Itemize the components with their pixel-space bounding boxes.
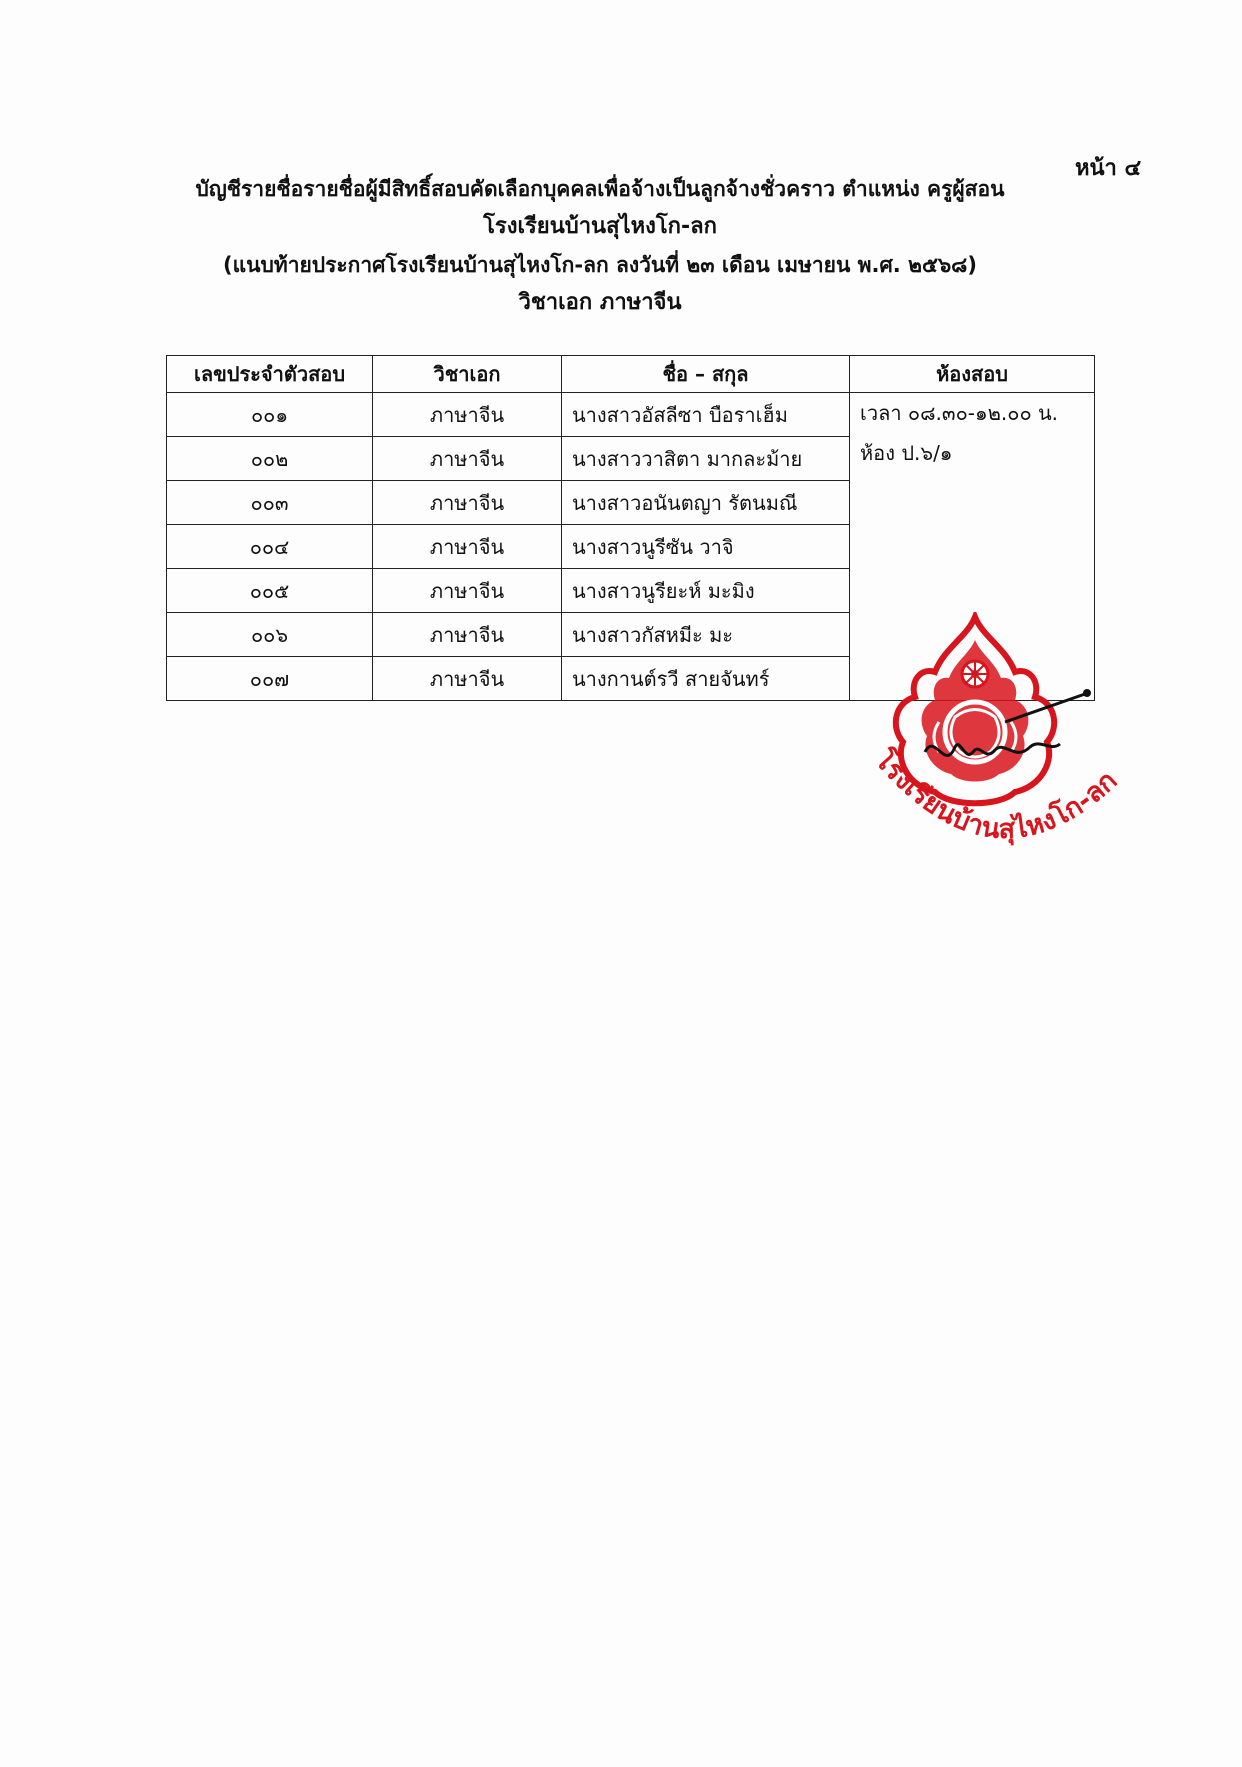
cell-major: ภาษาจีน	[373, 613, 562, 657]
cell-major: ภาษาจีน	[373, 437, 562, 481]
cell-exam-id: ๐๐๕	[167, 569, 373, 613]
header-room: ห้องสอบ	[850, 356, 1095, 393]
cell-name: นางสาวนูรีซัน วาจิ	[562, 525, 850, 569]
room-time: เวลา ๐๘.๓๐-๑๒.๐๐ น.	[860, 401, 1059, 425]
cell-major: ภาษาจีน	[373, 569, 562, 613]
header-major: วิชาเอก	[373, 356, 562, 393]
cell-major: ภาษาจีน	[373, 393, 562, 437]
cell-name: นางสาวกัสหมีะ มะ	[562, 613, 850, 657]
header-title: บัญชีรายชื่อรายชื่อผู้มีสิทธิ์สอบคัดเลือกบุคคลเพื่อจ้างเป็นลูกจ้างชั่วคราว ตำแหน่ง ครูผู้สอน	[195, 177, 1005, 201]
page-number: หน้า ๔	[1075, 156, 1142, 181]
cell-name: นางกานต์รวี สายจันทร์	[562, 657, 850, 701]
document-header	[150, 170, 1050, 322]
header-exam-id: เลขประจำตัวสอบ	[167, 356, 373, 393]
header-major: วิชาเอก ภาษาจีน	[518, 290, 682, 315]
room-location: ห้อง ป.๖/๑	[860, 441, 953, 465]
cell-name: นางสาววาสิตา มากละม้าย	[562, 437, 850, 481]
seal-text: โรงเรียนบ้านสุไหงโก-ลก	[868, 744, 1124, 846]
cell-exam-id: ๐๐๗	[167, 657, 373, 701]
cell-name: นางสาวอนันตญา รัตนมณี	[562, 481, 850, 525]
header-school: โรงเรียนบ้านสุไหงโก-ลก	[483, 214, 717, 239]
cell-exam-id: ๐๐๔	[167, 525, 373, 569]
table-header-row	[167, 356, 1095, 393]
school-seal-stamp	[855, 612, 1135, 872]
cell-exam-id: ๐๐๒	[167, 437, 373, 481]
cell-name: นางสาวนูรียะห์ มะมิง	[562, 569, 850, 613]
cell-exam-id: ๐๐๑	[167, 393, 373, 437]
header-name: ชื่อ – สกุล	[562, 356, 850, 393]
cell-exam-id: ๐๐๓	[167, 481, 373, 525]
cell-exam-id: ๐๐๖	[167, 613, 373, 657]
cell-major: ภาษาจีน	[373, 525, 562, 569]
cell-major: ภาษาจีน	[373, 481, 562, 525]
header-attachment: (แนบท้ายประกาศโรงเรียนบ้านสุไหงโก-ลก ลงวันที่ ๒๓ เดือน เมษายน พ.ศ. ๒๕๖๘)	[223, 253, 977, 277]
cell-major: ภาษาจีน	[373, 657, 562, 701]
table-row	[167, 393, 1095, 437]
cell-name: นางสาวอัสลีซา บือราเฮ็ม	[562, 393, 850, 437]
